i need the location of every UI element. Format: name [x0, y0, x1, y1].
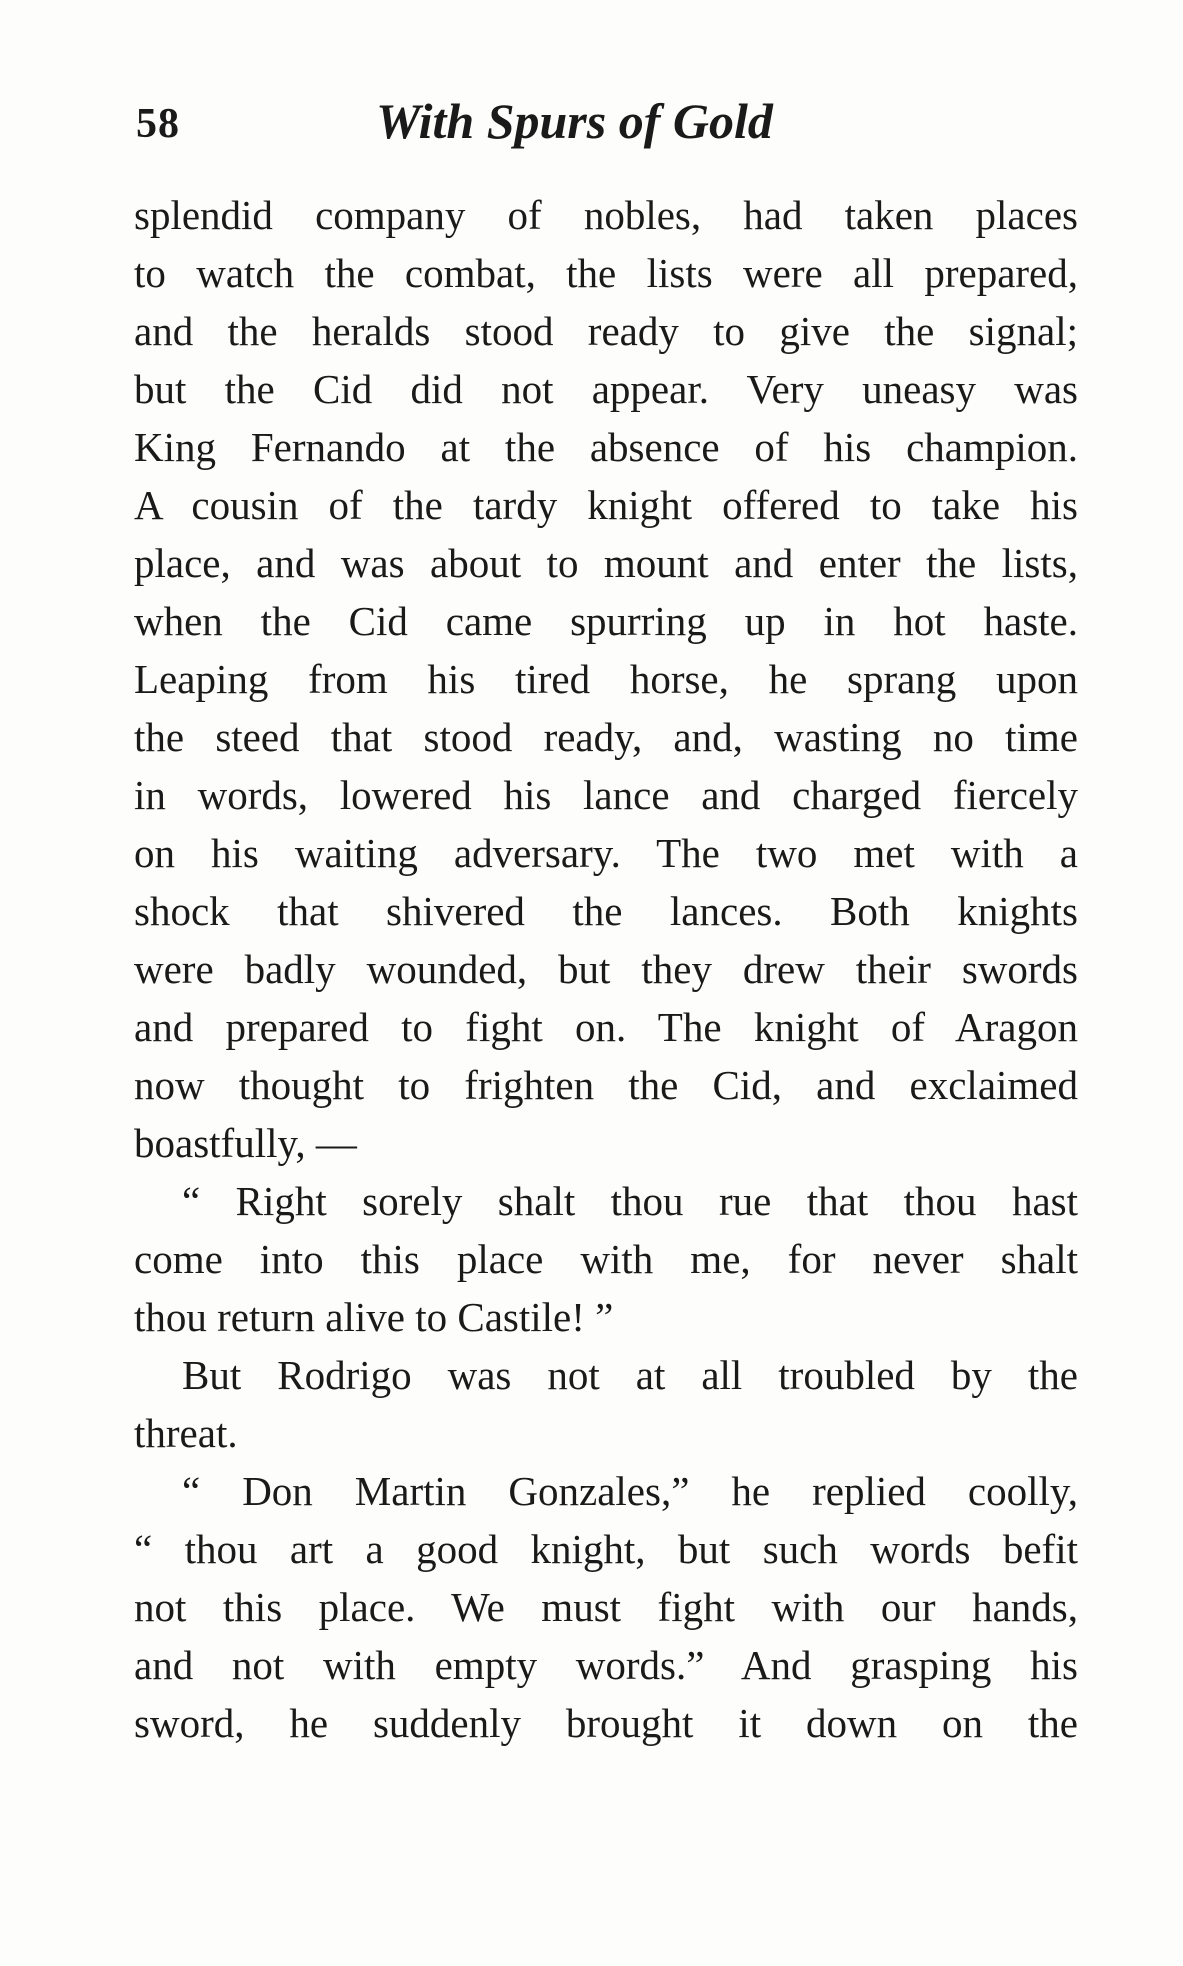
text-line: sword, he suddenly brought it down on the [134, 1700, 1078, 1746]
page-header [136, 92, 1076, 162]
text-line: thou return alive to Castile! ” [134, 1294, 614, 1340]
text-line: “ thou art a good knight, but such words befit [134, 1526, 1078, 1572]
running-title: With Spurs of Gold [376, 93, 773, 149]
text-line: but the Cid did not appear. Very uneasy was [134, 366, 1078, 412]
body-text [134, 186, 1078, 1752]
text-line: to watch the combat, the lists were all prepared, [134, 250, 1078, 296]
text-line: A cousin of the tardy knight offered to take his [134, 482, 1078, 528]
text-line: and not with empty words.” And grasping his [134, 1642, 1078, 1688]
text-line: King Fernando at the absence of his champion. [134, 424, 1078, 470]
text-line: were badly wounded, but they drew their swords [134, 946, 1078, 992]
text-line: in words, lowered his lance and charged fiercely [134, 772, 1078, 818]
text-line: “ Right sorely shalt thou rue that thou hast [182, 1178, 1078, 1224]
text-line: not this place. We must fight with our hands, [134, 1584, 1078, 1630]
text-line: now thought to frighten the Cid, and exclaimed [134, 1062, 1078, 1108]
page-number: 58 [136, 101, 180, 147]
text-line: Leaping from his tired horse, he sprang upon [134, 656, 1078, 702]
text-line: come into this place with me, for never shalt [134, 1236, 1078, 1282]
text-line: But Rodrigo was not at all troubled by the [182, 1352, 1078, 1398]
text-line: threat. [134, 1410, 238, 1456]
text-line: on his waiting adversary. The two met with a [134, 830, 1078, 876]
text-line: the steed that stood ready, and, wasting no time [134, 714, 1078, 760]
text-line: splendid company of nobles, had taken places [134, 192, 1078, 238]
text-line: shock that shivered the lances. Both knights [134, 888, 1078, 934]
text-line: when the Cid came spurring up in hot haste. [134, 598, 1078, 644]
text-line: “ Don Martin Gonzales,” he replied coolly, [182, 1468, 1078, 1514]
text-line: and the heralds stood ready to give the signal; [134, 308, 1078, 354]
text-line: and prepared to fight on. The knight of Aragon [134, 1004, 1078, 1050]
text-line: boastfully, — [134, 1120, 357, 1166]
text-line: place, and was about to mount and enter the lists, [134, 540, 1078, 586]
